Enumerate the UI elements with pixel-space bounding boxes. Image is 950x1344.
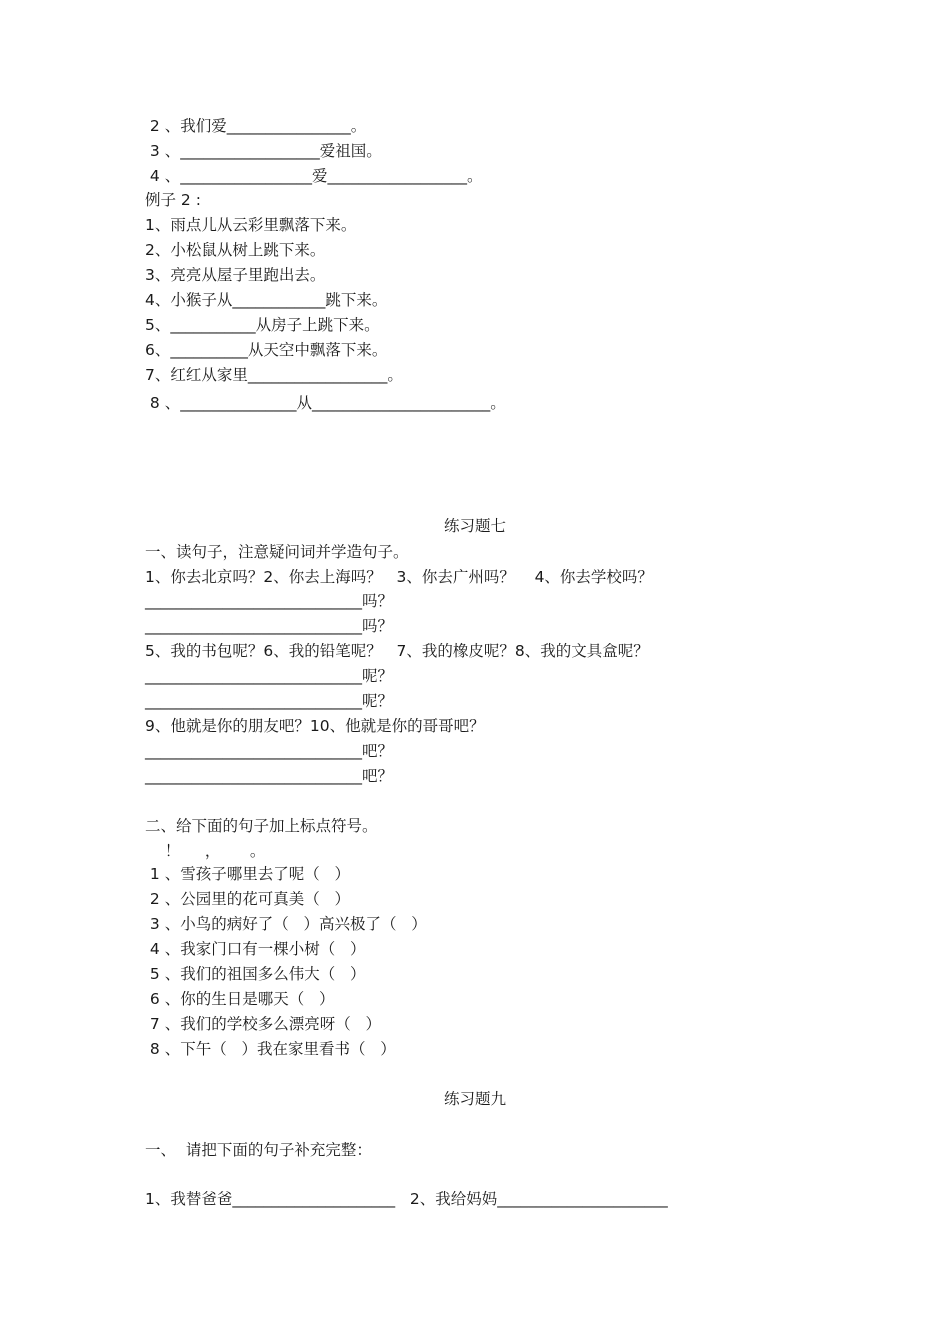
exercise-9-title: 练习题九 (443, 1090, 506, 1108)
example-item: 2、小松鼠从树上跳下来。 (145, 241, 326, 259)
sentence-4: 4 、_________________爱__________________。 (145, 167, 483, 185)
exercise-7-title: 练习题七 (443, 517, 506, 535)
punctuation-item: 4 、我家门口有一棵小树（ ） (145, 940, 366, 958)
punctuation-symbols: ！ ， 。 (145, 842, 266, 860)
answer-line: ____________________________吧？ (145, 767, 394, 785)
punctuation-item: 6 、你的生日是哪天（ ） (145, 990, 335, 1008)
answer-line: ____________________________吗？ (145, 592, 394, 610)
punctuation-item: 2 、公园里的花可真美（ ） (145, 890, 350, 908)
example-item: 7、红红从家里__________________。 (145, 366, 403, 384)
punctuation-item: 7 、我们的学校多么漂亮呀（ ） (145, 1015, 381, 1033)
example-item: 3、亮亮从屋子里跑出去。 (145, 266, 326, 284)
answer-line: ____________________________呢？ (145, 667, 394, 685)
completion-row: 1、我替爸爸_____________________ 2、我给妈妈______________________ (145, 1190, 668, 1208)
part-1-heading: 一、 请把下面的句子补充完整： (145, 1141, 372, 1159)
question-row: 1、你去北京吗？2、你去上海吗？ 3、你去广州吗？ 4、你去学校吗？ (145, 568, 653, 586)
punctuation-item: 5 、我们的祖国多么伟大（ ） (145, 965, 366, 983)
punctuation-item: 3 、小鸟的病好了（ ）高兴极了（ ） (145, 915, 427, 933)
answer-line: ____________________________吧？ (145, 742, 394, 760)
example-item: 1、雨点儿从云彩里飘落下来。 (145, 216, 357, 234)
part-2-heading: 二、给下面的句子加上标点符号。 (145, 817, 378, 835)
sentence-3: 3 、__________________爱祖国。 (145, 142, 382, 160)
question-row: 5、我的书包呢？6、我的铅笔呢？ 7、我的橡皮呢？8、我的文具盒呢？ (145, 642, 649, 660)
example-item: 8 、_______________从_______________________。 (145, 394, 506, 412)
punctuation-item: 1 、雪孩子哪里去了呢（ ） (145, 865, 350, 883)
example-heading: 例子 2 : (145, 191, 201, 209)
answer-line: ____________________________呢？ (145, 692, 394, 710)
sentence-2: 2 、我们爱________________。 (145, 117, 367, 135)
example-item: 6、__________从天空中飘落下来。 (145, 341, 388, 359)
answer-line: ____________________________吗？ (145, 617, 394, 635)
question-row: 9、他就是你的朋友吧？10、他就是你的哥哥吧？ (145, 717, 485, 735)
example-item: 4、小猴子从____________跳下来。 (145, 291, 388, 309)
example-item: 5、___________从房子上跳下来。 (145, 316, 380, 334)
punctuation-item: 8 、下午（ ）我在家里看书（ ） (145, 1040, 396, 1058)
part-1-heading: 一、读句子，注意疑问词并学造句子。 (145, 543, 409, 561)
